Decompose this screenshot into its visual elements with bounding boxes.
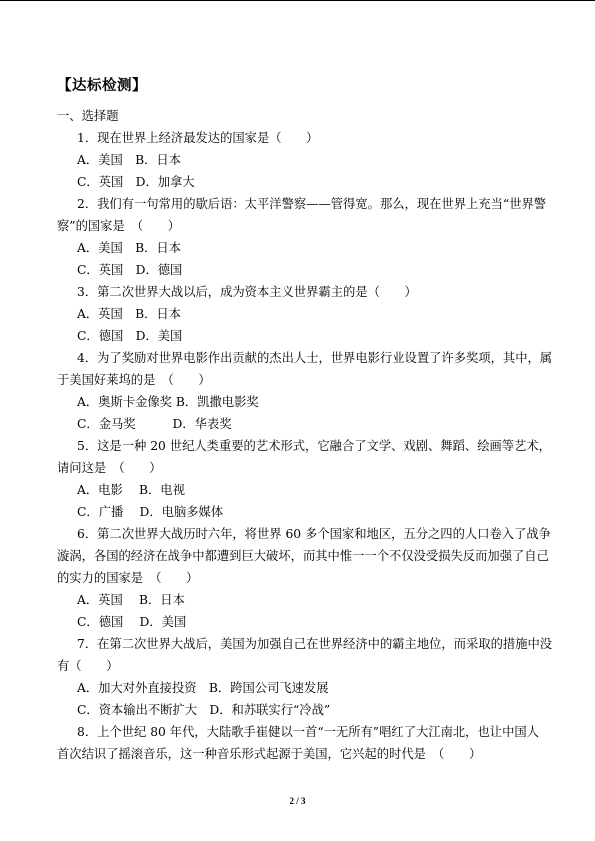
section-title: 【达标检测】 xyxy=(57,78,147,94)
document-body xyxy=(57,76,553,765)
page-number: 2 / 3 xyxy=(289,796,306,806)
option-row: C．德国 D．美国 xyxy=(77,615,187,629)
question-item xyxy=(57,523,551,633)
question-stem: 5．这是一种 20 世纪人类重要的艺术形式，它融合了文学、戏剧、舞蹈、绘画等艺术， xyxy=(77,439,551,453)
question-item xyxy=(57,435,551,523)
question-stem-continuation: 漩涡，各国的经济在战争中都遭到巨大破坏，而其中惟一一个不仅没受损失反而加强了自己 xyxy=(57,549,549,563)
question-stem-continuation: 于美国好莱坞的是 （ ） xyxy=(57,373,211,387)
question-item xyxy=(57,281,547,347)
question-stem: 4．为了奖励对世界电影作出贡献的杰出人士，世界电影行业设置了许多奖项，其中，属 xyxy=(77,351,553,365)
option-row: C．英国 D．加拿大 xyxy=(77,175,195,189)
question-stem: 3．第二次世界大战以后，成为资本主义世界霸主的是（ ） xyxy=(77,285,417,299)
option-row: C．英国 D．德国 xyxy=(77,263,183,277)
question-stem: 7．在第二次世界大战后，美国为加强自己在世界经济中的霸主地位，而采取的措施中没 xyxy=(77,637,553,651)
option-row: A．美国 B．日本 xyxy=(77,153,181,167)
part-heading: 一、选择题 xyxy=(57,109,119,123)
question-stem-continuation: 察”的国家是 （ ） xyxy=(57,219,181,233)
question-item xyxy=(57,721,547,765)
option-row: C．金马奖 D．华表奖 xyxy=(77,417,232,431)
option-row: A．加大对外直接投资 B．跨国公司飞速发展 xyxy=(77,681,329,695)
option-row: C．广播 D．电脑多媒体 xyxy=(77,505,224,519)
question-list xyxy=(57,127,553,765)
option-row: C．德国 D．美国 xyxy=(77,329,183,343)
question-item xyxy=(57,347,553,435)
question-stem-continuation: 请问这是 （ ） xyxy=(57,461,162,475)
question-item xyxy=(57,127,547,193)
question-stem: 1．现在世界上经济最发达的国家是（ ） xyxy=(77,131,319,145)
question-stem-continuation: 的实力的国家是 （ ） xyxy=(57,571,199,585)
question-stem-continuation: 有（ ） xyxy=(57,659,119,673)
question-stem: 2．我们有一句常用的歇后语：太平洋警察——管得宽。那么，现在世界上充当“世界警 xyxy=(77,197,547,211)
option-row: A．奥斯卡金像奖 B．凯撒电影奖 xyxy=(77,395,259,409)
question-stem: 6．第二次世界大战历时六年，将世界 60 多个国家和地区，五分之四的人口卷入了战争 xyxy=(77,527,551,541)
option-row: A．电影 B．电视 xyxy=(77,483,185,497)
question-stem: 8．上个世纪 80 年代，大陆歌手崔健以一首“一无所有”唱红了大江南北，也让中国人 xyxy=(77,725,539,739)
option-row: A．英国 B．日本 xyxy=(77,307,181,321)
top-rule xyxy=(0,0,595,1)
option-row: A．美国 B．日本 xyxy=(77,241,181,255)
option-row: A．英国 B．日本 xyxy=(77,593,185,607)
option-row: C．资本输出不断扩大 D．和苏联实行“冷战” xyxy=(77,703,331,717)
question-item xyxy=(57,193,547,281)
question-stem-continuation: 首次结识了摇滚音乐，这一种音乐形式起源于美国，它兴起的时代是 （ ） xyxy=(57,747,482,761)
question-item xyxy=(57,633,553,721)
